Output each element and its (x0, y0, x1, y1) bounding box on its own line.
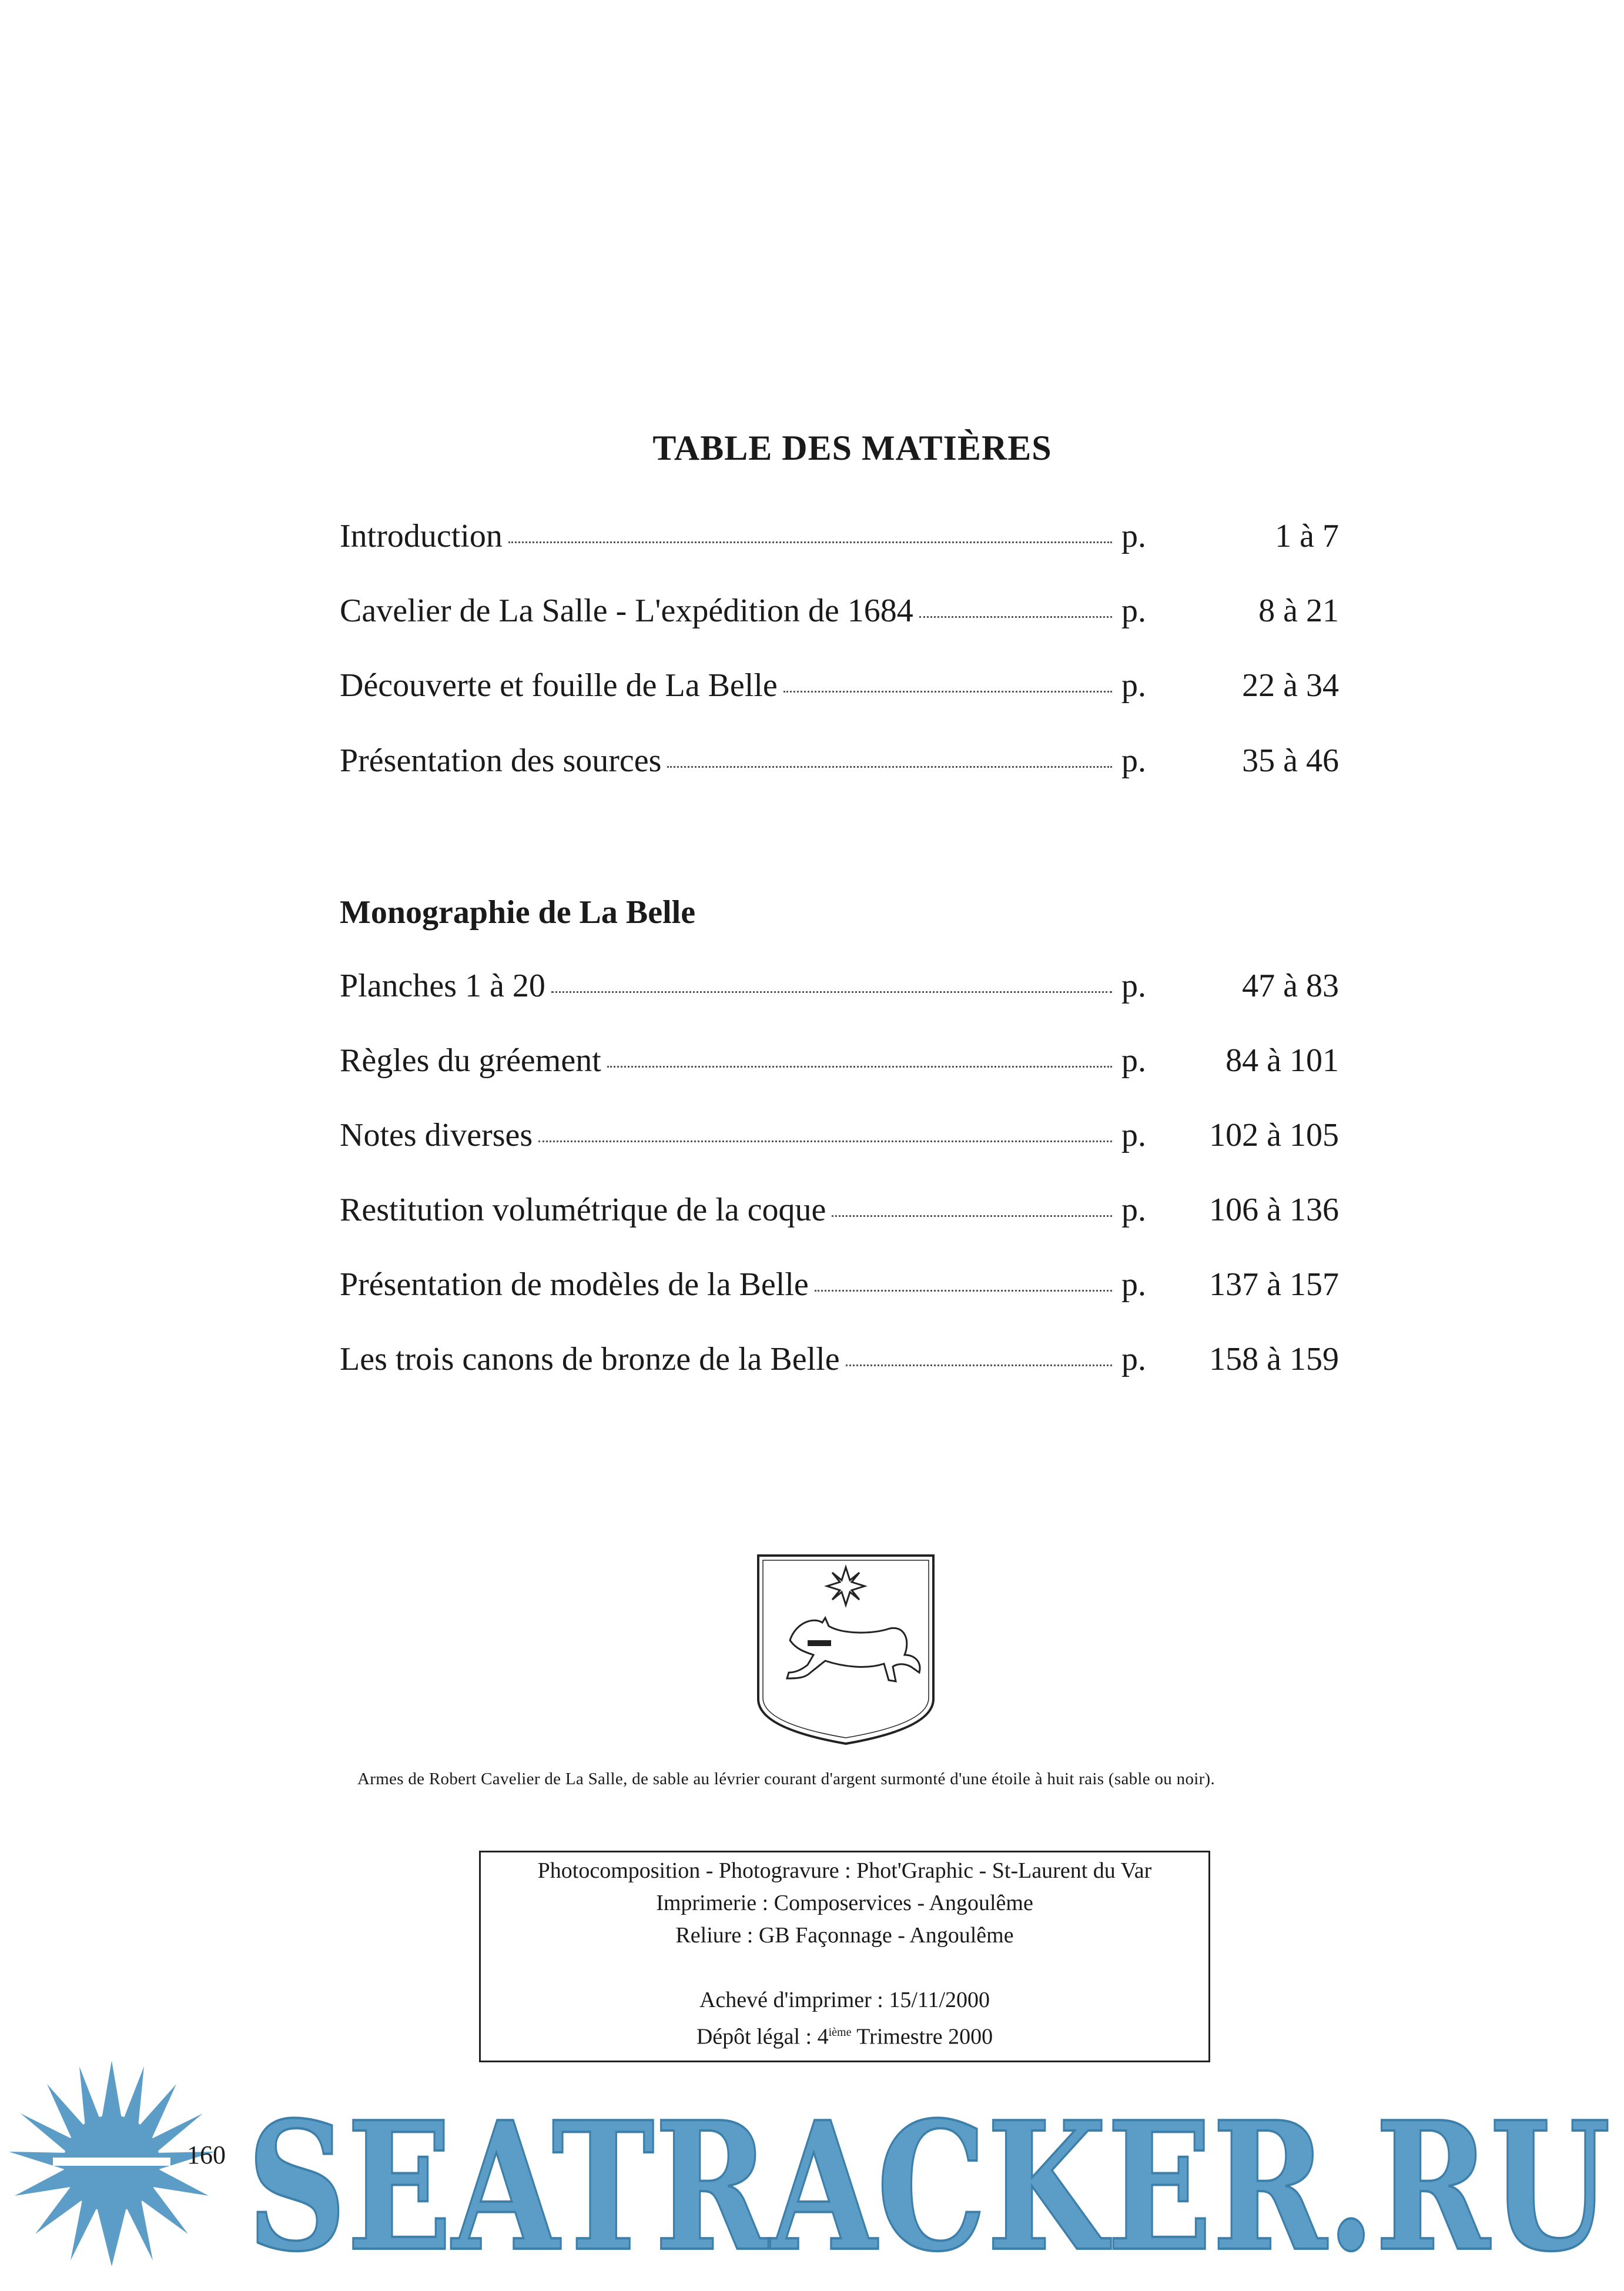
colophon-line: Reliure : GB Façonnage - Angoulême (675, 1923, 1014, 1948)
page-abbrev: p. (1121, 1117, 1146, 1153)
leader-dots (551, 991, 1112, 993)
toc-row-notes (340, 1116, 1339, 1163)
colophon-line: Imprimerie : Composervices - Angoulême (656, 1891, 1033, 1915)
page-number: 160 (187, 2141, 226, 2169)
page-abbrev: p. (1121, 667, 1146, 704)
page-range: 102 à 105 (1209, 1117, 1339, 1153)
page-abbrev: p. (1121, 1042, 1146, 1079)
leader-dots (846, 1364, 1112, 1366)
toc-entry-title: Découverte et fouille de La Belle (340, 667, 778, 704)
page-abbrev: p. (1121, 743, 1146, 779)
sun-burst-icon (9, 2061, 215, 2266)
page-abbrev: p. (1121, 1192, 1146, 1228)
leader-dots (667, 766, 1112, 768)
toc-row-introduction (340, 517, 1339, 564)
toc-entry-title: Présentation des sources (340, 743, 662, 779)
toc-row-restitution (340, 1191, 1339, 1238)
watermark-logo (0, 2058, 1624, 2291)
legal-suffix: Trimestre 2000 (851, 2024, 993, 2049)
toc-row-cavelier (340, 592, 1339, 639)
section-heading: Monographie de La Belle (340, 894, 696, 931)
toc-entry-title: Présentation de modèles de la Belle (340, 1266, 809, 1303)
leader-dots (508, 541, 1112, 543)
toc-row-canons (340, 1340, 1339, 1387)
page-range: 106 à 136 (1209, 1192, 1339, 1228)
toc-entry-title: Cavelier de La Salle - L'expédition de 1684 (340, 593, 913, 629)
toc-row-planches (340, 967, 1339, 1014)
legal-superscript: ième (828, 2026, 852, 2039)
leader-dots (832, 1215, 1112, 1217)
page-range: 47 à 83 (1242, 968, 1339, 1004)
colophon-box (479, 1851, 1210, 2062)
page-abbrev: p. (1121, 968, 1146, 1004)
page-range: 84 à 101 (1225, 1042, 1339, 1079)
leader-dots (538, 1141, 1112, 1142)
toc-entry-title: Introduction (340, 518, 503, 554)
page-range: 158 à 159 (1209, 1341, 1339, 1377)
toc-entry-title: Restitution volumétrique de la coque (340, 1192, 826, 1228)
toc-entry-title: Règles du gréement (340, 1042, 601, 1079)
legal-prefix: Dépôt légal : 4 (696, 2024, 829, 2049)
page-abbrev: p. (1121, 518, 1146, 554)
toc-row-presentation-sources (340, 742, 1339, 789)
page-abbrev: p. (1121, 1266, 1146, 1303)
page-range: 137 à 157 (1209, 1266, 1339, 1303)
watermark-text: SEATRACKER.RU (247, 2083, 1610, 2290)
toc-row-regles (340, 1042, 1339, 1089)
page-range: 1 à 7 (1275, 518, 1339, 554)
page-abbrev: p. (1121, 593, 1146, 629)
colophon-legal-line (481, 2016, 1208, 2053)
page-range: 22 à 34 (1242, 667, 1339, 704)
colophon-line: Photocomposition - Photogravure : Phot'Graphic - St-Laurent du Var (537, 1858, 1152, 1883)
page-range: 8 à 21 (1258, 593, 1339, 629)
leader-dots (607, 1066, 1112, 1068)
crest-caption: Armes de Robert Cavelier de La Salle, de sable au lévrier courant d'argent surmonté d'une étoile à huit rais (sable ou noir). (357, 1770, 1216, 1788)
colophon-line: Achevé d'imprimer : 15/11/2000 (699, 1988, 990, 2012)
leader-dots (783, 691, 1112, 693)
leader-dots (919, 616, 1112, 618)
page-range: 35 à 46 (1242, 743, 1339, 779)
toc-entry-title: Notes diverses (340, 1117, 533, 1153)
leader-dots (815, 1290, 1112, 1292)
page-abbrev: p. (1121, 1341, 1146, 1377)
page-title: TABLE DES MATIÈRES (652, 429, 1052, 467)
toc-entry-title: Les trois canons de bronze de la Belle (340, 1341, 840, 1377)
toc-row-decouverte (340, 667, 1339, 714)
toc-row-modeles (340, 1266, 1339, 1313)
toc-entry-title: Planches 1 à 20 (340, 968, 545, 1004)
coat-of-arms-greyhound-star-icon (755, 1552, 937, 1746)
